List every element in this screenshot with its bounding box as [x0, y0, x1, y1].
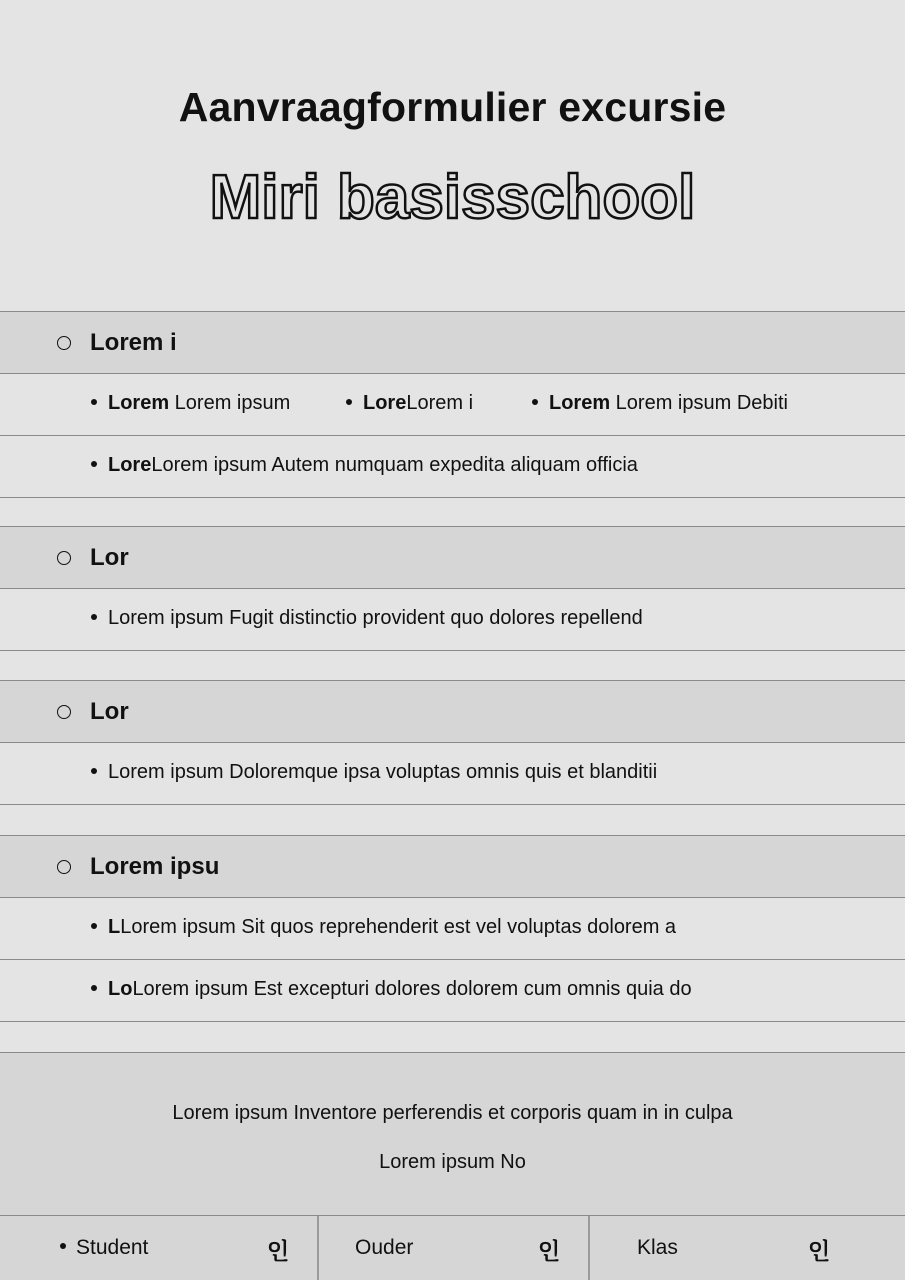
list-item: Lorem Lorem ipsum	[91, 392, 290, 415]
form-header	[0, 0, 905, 311]
footer-text: Lorem ipsum Inventore perferendis et corporis quam in in culpa	[172, 1102, 733, 1124]
circle-icon	[57, 705, 71, 719]
section-heading-label: Lor	[90, 698, 129, 725]
list-item: LLorem ipsum Sit quos reprehenderit est vel voluptas dolorem a	[91, 916, 676, 939]
bullet-icon	[91, 985, 97, 991]
bullet-icon	[91, 614, 97, 620]
list-item: Lorem ipsum Doloremque ipsa voluptas omnis quis et blanditii	[91, 761, 657, 784]
school-name: Miri basisschool	[209, 163, 696, 232]
section-heading	[0, 835, 905, 898]
footer-notice	[0, 1052, 905, 1216]
section-heading	[0, 680, 905, 743]
bullet-icon	[91, 461, 97, 467]
signature-label: Student	[60, 1236, 148, 1260]
list-item: LoreLorem i	[346, 392, 473, 415]
signature-cell-student	[0, 1216, 318, 1280]
signature-cell-ouder	[317, 1216, 589, 1280]
seal-mark: 인	[267, 1238, 290, 1264]
section-row	[0, 960, 905, 1022]
circle-icon	[57, 860, 71, 874]
bullet-icon	[91, 768, 97, 774]
bullet-icon	[60, 1243, 66, 1249]
list-item: Lorem Lorem ipsum Debiti	[532, 392, 788, 415]
section-row	[0, 898, 905, 960]
section-row	[0, 743, 905, 805]
bullet-icon	[91, 923, 97, 929]
bullet-icon	[346, 399, 352, 405]
form-title: Aanvraagformulier excursie	[178, 84, 727, 130]
seal-mark: 인	[538, 1238, 561, 1264]
list-item: Lorem ipsum Fugit distinctio provident quo dolores repellend	[91, 607, 643, 630]
signature-label: Ouder	[355, 1236, 414, 1259]
section-heading-label: Lorem ipsu	[90, 853, 220, 880]
circle-icon	[57, 551, 71, 565]
section-row	[0, 436, 905, 498]
signature-label: Klas	[637, 1236, 678, 1259]
section-heading-label: Lor	[90, 544, 129, 571]
bullet-icon	[532, 399, 538, 405]
section-heading	[0, 311, 905, 374]
section-heading	[0, 526, 905, 589]
seal-mark: 인	[808, 1238, 831, 1264]
bullet-icon	[91, 399, 97, 405]
list-item: LoLorem ipsum Est excepturi dolores dolorem cum omnis quia do	[91, 978, 692, 1001]
signature-bar	[0, 1215, 905, 1280]
signature-cell-klas	[588, 1216, 905, 1280]
list-item: LoreLorem ipsum Autem numquam expedita aliquam officia	[91, 454, 638, 477]
section-row	[0, 374, 905, 436]
section-row	[0, 589, 905, 651]
section-heading-label: Lorem i	[90, 329, 177, 356]
circle-icon	[57, 336, 71, 350]
footer-text: Lorem ipsum No	[379, 1151, 526, 1173]
